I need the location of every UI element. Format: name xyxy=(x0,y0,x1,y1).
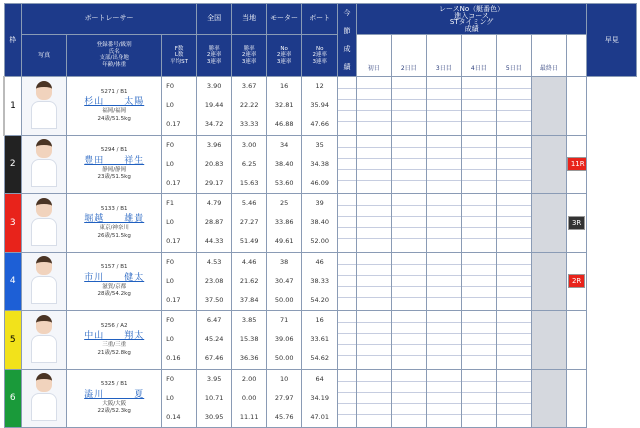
day-cell xyxy=(356,77,391,136)
day-cell-extra xyxy=(531,77,566,136)
racer-fl-st xyxy=(162,252,197,311)
racer-info xyxy=(67,252,162,311)
boat-stats-1: 12 xyxy=(315,82,324,91)
touchi-stats xyxy=(232,194,267,253)
touchi-stats xyxy=(232,252,267,311)
day-cell xyxy=(426,311,461,370)
touchi-stats-2: 0.00 xyxy=(241,393,257,402)
f-count: F0 xyxy=(166,140,174,149)
racer-age-weight: 22歳/52.3kg xyxy=(97,408,131,414)
l-count: L0 xyxy=(166,393,174,402)
racer-info xyxy=(67,135,162,194)
touchi-stats-2: 6.25 xyxy=(241,159,257,168)
day-cell-extra xyxy=(531,135,566,194)
racer-id: 5256 / A2 xyxy=(100,322,128,329)
racer-id: 5294 / B1 xyxy=(100,147,128,153)
racer-fl-st xyxy=(162,135,197,194)
boat-stats-2: 35.94 xyxy=(310,101,329,110)
header-zenkoku-sub: 勝率 2連率 3連率 xyxy=(197,34,232,76)
boat-stats xyxy=(302,194,338,253)
header-touchi: 当地 xyxy=(232,4,267,35)
day-cell xyxy=(461,369,496,428)
boat-stats-3: 54.62 xyxy=(310,354,329,363)
racer-photo xyxy=(22,135,67,194)
header-zenkoku: 全国 xyxy=(197,4,232,35)
day-cell xyxy=(426,194,461,253)
motor-stats xyxy=(267,252,302,311)
konsetsu-char: 績 xyxy=(343,63,351,71)
day-cell-extra xyxy=(531,369,566,428)
day-label: 最終日 xyxy=(531,34,566,76)
hayami-cell xyxy=(566,135,587,194)
avg-st: 0.14 xyxy=(166,412,181,421)
racer-id: 5271 / B1 xyxy=(100,88,128,95)
hayami-cell xyxy=(566,369,587,428)
motor-stats xyxy=(267,194,302,253)
day-cell xyxy=(426,252,461,311)
zenkoku-stats-3: 29.17 xyxy=(204,178,224,187)
konsetsu-char: 今 xyxy=(343,9,351,17)
avg-st: 0.17 xyxy=(166,237,181,246)
day-cell xyxy=(496,194,531,253)
touchi-stats xyxy=(232,135,267,194)
header-boat-sub: No 2連率 3連率 xyxy=(302,34,338,76)
racer-id: 5325 / B1 xyxy=(100,381,128,387)
racer-photo xyxy=(22,369,67,428)
header-racer: ボートレーサー xyxy=(22,4,197,35)
racer-id: 5157 / B1 xyxy=(100,264,128,270)
touchi-stats-1: 3.67 xyxy=(241,82,257,91)
header-flst: F数 L数 平均ST xyxy=(162,34,197,76)
racer-age-weight: 24歳/51.5kg xyxy=(97,115,131,122)
motor-stats-1: 16 xyxy=(280,82,289,91)
racer-info xyxy=(67,369,162,428)
boat-stats-3: 47.66 xyxy=(310,120,329,129)
racer-fl-st xyxy=(162,311,197,370)
zenkoku-stats xyxy=(197,369,232,428)
boat-stats-2: 38.40 xyxy=(310,218,329,227)
racer-name-link[interactable]: 澁川 夏 xyxy=(84,389,145,400)
racer-branch: 福岡/福岡 xyxy=(102,108,127,114)
touchi-stats-2: 27.27 xyxy=(239,218,259,227)
day-cell xyxy=(426,77,461,136)
header-waku: 枠 xyxy=(4,4,22,77)
konsetsu-label xyxy=(338,4,357,77)
day-cell xyxy=(356,252,391,311)
racer-avatar xyxy=(31,137,57,187)
zenkoku-stats xyxy=(197,77,232,136)
f-count: F1 xyxy=(166,199,174,208)
boat-stats-1: 46 xyxy=(315,257,324,266)
boat-stats-3: 52.00 xyxy=(310,237,329,246)
hayami-cell xyxy=(566,194,587,253)
racer-age-weight: 26歳/51.5kg xyxy=(97,232,131,239)
day-cell xyxy=(496,252,531,311)
zenkoku-stats-3: 34.72 xyxy=(204,120,224,129)
boat-stats-3: 47.01 xyxy=(310,412,329,421)
racer-name-link[interactable]: 中山 翔太 xyxy=(84,331,145,341)
day-cell xyxy=(426,369,461,428)
hayami-cell xyxy=(566,252,587,311)
racer-branch: 静岡/静岡 xyxy=(102,166,127,173)
zenkoku-stats-1: 3.95 xyxy=(206,374,222,383)
day-cell xyxy=(338,194,357,253)
waku-number: 1 xyxy=(4,77,22,136)
boat-stats xyxy=(302,252,338,311)
racer-avatar xyxy=(31,196,57,246)
racer-row xyxy=(4,252,637,311)
day-cell xyxy=(338,252,357,311)
zenkoku-stats xyxy=(197,194,232,253)
header-boat: ボート xyxy=(302,4,338,35)
day-cell xyxy=(426,135,461,194)
hayami-cell xyxy=(566,77,587,136)
racer-avatar xyxy=(31,313,57,363)
day-cell xyxy=(496,77,531,136)
boat-stats-1: 39 xyxy=(315,199,324,208)
konsetsu-char: 節 xyxy=(343,27,351,35)
racer-fl-st xyxy=(162,77,197,136)
day-cell xyxy=(356,311,391,370)
boat-stats xyxy=(302,311,338,370)
zenkoku-stats xyxy=(197,311,232,370)
avg-st: 0.17 xyxy=(166,295,181,304)
boat-stats-3: 54.20 xyxy=(310,295,329,304)
racer-info xyxy=(67,77,162,136)
day-cell xyxy=(391,311,426,370)
day-cell xyxy=(391,77,426,136)
racer-avatar xyxy=(31,254,57,304)
boat-stats-3: 46.09 xyxy=(310,178,329,187)
motor-stats-2: 38.40 xyxy=(274,159,294,168)
boat-stats-1: 16 xyxy=(315,316,324,325)
zenkoku-stats-1: 4.79 xyxy=(206,199,222,208)
boat-stats-2: 38.33 xyxy=(310,276,329,285)
motor-stats-3: 50.00 xyxy=(274,295,294,304)
day-label: 初日 xyxy=(356,34,391,76)
racer-age-weight: 21歳/52.8kg xyxy=(97,349,131,356)
header-touchi-sub: 勝率 2連率 3連率 xyxy=(232,34,267,76)
zenkoku-stats-2: 23.08 xyxy=(204,276,224,285)
motor-stats-3: 49.61 xyxy=(274,237,294,246)
boat-stats-2: 34.38 xyxy=(310,159,329,168)
f-count: F0 xyxy=(166,257,174,266)
day-cell xyxy=(391,135,426,194)
header-info: 登録番号/級別 氏名 支部/出身地 年齢/体重 xyxy=(67,34,162,76)
motor-stats-2: 27.97 xyxy=(274,393,294,402)
zenkoku-stats-2: 28.87 xyxy=(204,218,224,227)
zenkoku-stats-3: 30.95 xyxy=(204,412,224,421)
waku-number: 2 xyxy=(4,135,22,194)
motor-stats-3: 45.76 xyxy=(274,412,294,421)
day-cell xyxy=(496,135,531,194)
racer-avatar xyxy=(31,371,57,421)
touchi-stats-1: 3.85 xyxy=(241,316,257,325)
f-count: F0 xyxy=(166,316,174,325)
zenkoku-stats-2: 10.71 xyxy=(204,393,224,402)
boat-stats-1: 35 xyxy=(315,140,324,149)
racer-name-link[interactable]: 市川 健太 xyxy=(84,272,145,283)
motor-stats-1: 25 xyxy=(280,199,289,208)
zenkoku-stats-1: 3.96 xyxy=(206,140,222,149)
motor-stats xyxy=(267,369,302,428)
day-cell xyxy=(496,311,531,370)
racer-info xyxy=(67,194,162,253)
motor-stats-1: 10 xyxy=(280,374,289,383)
boat-stats-2: 33.61 xyxy=(310,335,329,344)
racer-table xyxy=(3,3,637,428)
day-cell xyxy=(496,369,531,428)
racer-branch: 三重/三重 xyxy=(102,342,127,348)
touchi-stats-1: 3.00 xyxy=(241,140,257,149)
avg-st: 0.17 xyxy=(166,178,181,187)
header-motor-sub: No 2連率 3連率 xyxy=(267,34,302,76)
racer-fl-st xyxy=(162,194,197,253)
zenkoku-stats-1: 3.90 xyxy=(206,82,222,91)
zenkoku-stats xyxy=(197,252,232,311)
motor-stats-2: 39.06 xyxy=(274,335,294,344)
zenkoku-stats-3: 67.46 xyxy=(204,354,224,363)
touchi-stats-3: 36.36 xyxy=(239,354,259,363)
day-label: 5日目 xyxy=(496,34,531,76)
day-cell-extra xyxy=(531,194,566,253)
boat-stats xyxy=(302,369,338,428)
touchi-stats-3: 51.49 xyxy=(239,237,259,246)
day-cell xyxy=(391,252,426,311)
day-cell xyxy=(356,194,391,253)
waku-number: 6 xyxy=(4,369,22,428)
motor-stats xyxy=(267,135,302,194)
touchi-stats-3: 15.63 xyxy=(239,178,259,187)
racer-photo xyxy=(22,77,67,136)
touchi-stats xyxy=(232,369,267,428)
touchi-stats-2: 15.38 xyxy=(239,335,259,344)
boat-stats-1: 64 xyxy=(315,374,324,383)
zenkoku-stats-1: 6.47 xyxy=(206,316,222,325)
hayami-cell xyxy=(566,311,587,370)
motor-stats-3: 50.00 xyxy=(274,354,294,363)
racer-age-weight: 23歳/51.5kg xyxy=(97,174,131,180)
avg-st: 0.17 xyxy=(166,120,181,129)
day-cell xyxy=(461,252,496,311)
touchi-stats-3: 33.33 xyxy=(239,120,259,129)
touchi-stats-3: 11.11 xyxy=(239,412,259,421)
day-label: 3日目 xyxy=(426,34,461,76)
racer-row xyxy=(4,194,637,253)
header-photo: 写真 xyxy=(22,34,67,76)
f-count: F0 xyxy=(166,374,174,383)
racer-photo xyxy=(22,311,67,370)
header-motor: モーター xyxy=(267,4,302,35)
hayami-badge[interactable]: 3R xyxy=(568,216,585,230)
touchi-stats xyxy=(232,311,267,370)
day-cell xyxy=(391,369,426,428)
day-cell xyxy=(356,135,391,194)
l-count: L0 xyxy=(166,101,174,110)
day-cell-extra xyxy=(531,252,566,311)
waku-number: 4 xyxy=(4,252,22,311)
racer-row xyxy=(4,369,637,428)
waku-number: 5 xyxy=(4,311,22,370)
l-count: L0 xyxy=(166,276,174,285)
touchi-stats-2: 21.62 xyxy=(239,276,259,285)
touchi-stats-1: 4.46 xyxy=(241,257,257,266)
zenkoku-stats-3: 44.33 xyxy=(204,237,224,246)
zenkoku-stats-3: 37.50 xyxy=(204,295,224,304)
header-hayami: 早見 xyxy=(587,4,637,77)
racer-row xyxy=(4,135,637,194)
racer-name-link[interactable]: 杉山 太陽 xyxy=(84,97,145,107)
day-label: 2日目 xyxy=(391,34,426,76)
day-label: 4日目 xyxy=(461,34,496,76)
konsetsu-char: 成 xyxy=(343,45,351,53)
racer-fl-st xyxy=(162,369,197,428)
avg-st: 0.16 xyxy=(166,354,181,363)
motor-stats-3: 46.88 xyxy=(274,120,294,129)
hayami-badge[interactable]: 2R xyxy=(568,274,585,288)
day-cell xyxy=(338,369,357,428)
motor-stats-2: 33.86 xyxy=(274,218,294,227)
waku-number: 3 xyxy=(4,194,22,253)
touchi-stats-2: 22.22 xyxy=(239,101,259,110)
touchi-stats xyxy=(232,77,267,136)
day-cell xyxy=(338,135,357,194)
boat-stats-2: 34.19 xyxy=(310,393,329,402)
day-label-extra xyxy=(566,34,587,76)
motor-stats xyxy=(267,77,302,136)
motor-stats-2: 32.81 xyxy=(274,101,294,110)
l-count: L0 xyxy=(166,218,174,227)
day-cell-extra xyxy=(531,311,566,370)
racer-id: 5133 / B1 xyxy=(100,205,128,212)
racer-row xyxy=(4,77,637,136)
racer-name-link[interactable]: 豊田 祥生 xyxy=(84,155,145,166)
boat-stats xyxy=(302,135,338,194)
hayami-badge[interactable]: 11R xyxy=(567,157,587,171)
touchi-stats-1: 2.00 xyxy=(241,374,257,383)
day-cell xyxy=(356,369,391,428)
racer-photo xyxy=(22,252,67,311)
touchi-stats-3: 37.84 xyxy=(239,295,259,304)
racer-branch: 東京/神奈川 xyxy=(99,225,129,231)
boat-stats xyxy=(302,77,338,136)
day-cell xyxy=(461,77,496,136)
day-cell xyxy=(461,194,496,253)
day-cell xyxy=(338,77,357,136)
zenkoku-stats-2: 19.44 xyxy=(204,101,224,110)
f-count: F0 xyxy=(166,82,174,91)
racer-branch: 大阪/大阪 xyxy=(102,400,127,407)
racer-name-link[interactable]: 堀越 雄貴 xyxy=(84,214,145,224)
day-cell xyxy=(461,135,496,194)
motor-stats xyxy=(267,311,302,370)
zenkoku-stats-1: 4.53 xyxy=(206,257,222,266)
motor-stats-3: 53.60 xyxy=(274,178,294,187)
racer-branch: 滋賀/京都 xyxy=(102,283,127,290)
l-count: L0 xyxy=(166,159,174,168)
header-race-info: レースNo（艇番色） 進入コース STタイミング 成績 xyxy=(356,4,587,35)
day-cell xyxy=(461,311,496,370)
zenkoku-stats xyxy=(197,135,232,194)
motor-stats-1: 34 xyxy=(280,140,289,149)
touchi-stats-1: 5.46 xyxy=(241,199,257,208)
zenkoku-stats-2: 45.24 xyxy=(204,335,224,344)
racer-avatar xyxy=(31,79,57,129)
racer-row xyxy=(4,311,637,370)
racer-info xyxy=(67,311,162,370)
racer-age-weight: 28歳/54.2kg xyxy=(97,291,131,297)
day-cell xyxy=(338,311,357,370)
l-count: L0 xyxy=(166,335,174,344)
motor-stats-1: 71 xyxy=(280,316,289,325)
motor-stats-2: 30.47 xyxy=(274,276,294,285)
day-cell xyxy=(391,194,426,253)
motor-stats-1: 38 xyxy=(280,257,289,266)
racer-photo xyxy=(22,194,67,253)
zenkoku-stats-2: 20.83 xyxy=(204,159,224,168)
